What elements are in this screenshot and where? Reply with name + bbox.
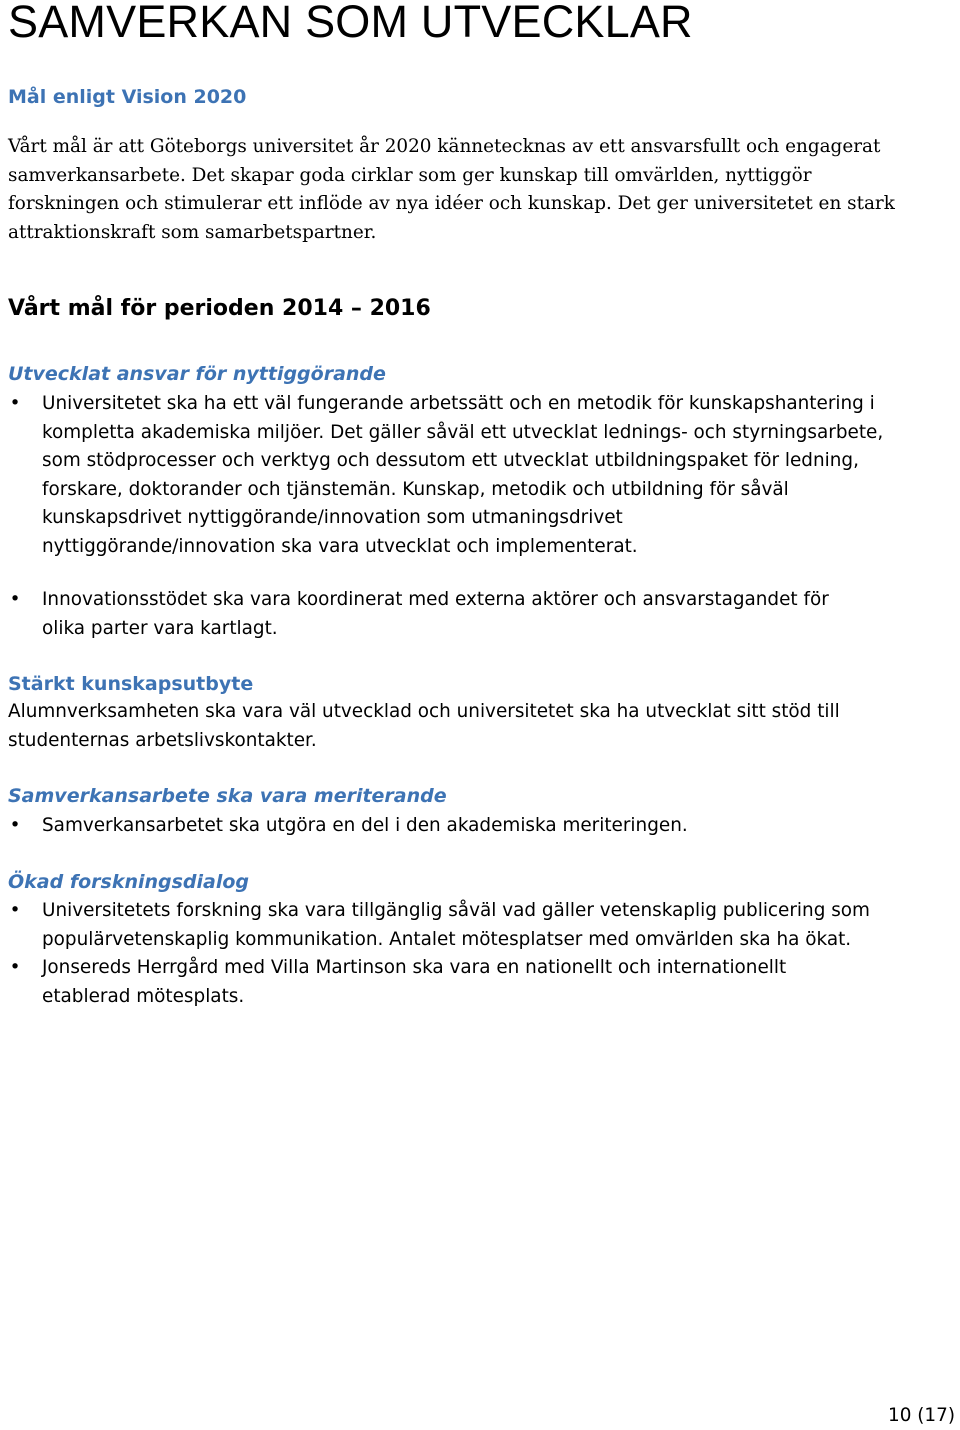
vision-line: forskningen och stimulerar ett inflöde av nya idéer och kunskap. Det ger universitetet en stark — [8, 193, 895, 214]
bullet-line: kunskapsdrivet nyttiggörande/innovation som utmaningsdrivet — [42, 507, 623, 528]
bullet-line: Innovationsstödet ska vara koordinerat med externa aktörer och ansvarstagandet för — [42, 589, 829, 610]
bullet-forskning-tillganglig — [8, 897, 958, 954]
section-heading-meriterande: Samverkansarbete ska vara meriterande — [8, 785, 447, 807]
period-heading: Vårt mål för perioden 2014 – 2016 — [8, 296, 431, 321]
bullet-icon: • — [9, 393, 21, 414]
bullet-kunskapshantering — [8, 390, 958, 561]
bullet-line: olika parter vara kartlagt. — [42, 617, 278, 639]
paragraph-line: studenternas arbetslivskontakter. — [8, 729, 317, 751]
bullet-meritering — [8, 812, 958, 841]
bullet-line: Universitetets forskning ska vara tillgänglig såväl vad gäller vetenskaplig publicering som — [42, 900, 870, 921]
bullet-icon: • — [9, 815, 21, 836]
bullet-icon: • — [9, 957, 21, 978]
bullet-line: etablerad mötesplats. — [42, 985, 245, 1007]
bullet-innovationsstod — [8, 586, 958, 643]
bullet-icon: • — [9, 900, 21, 921]
bullet-line: nyttiggörande/innovation ska vara utvecklat och implementerat. — [42, 535, 638, 557]
vision-paragraph — [8, 133, 960, 247]
vision-heading: Mål enligt Vision 2020 — [8, 86, 247, 108]
bullet-line: populärvetenskaplig kommunikation. Antalet mötesplatser med omvärlden ska ha ökat. — [42, 928, 852, 950]
vision-line: samverkansarbete. Det skapar goda cirklar som ger kunskap till omvärlden, nyttiggör — [8, 164, 812, 186]
kunskapsutbyte-paragraph — [8, 698, 958, 755]
bullet-jonsereds-herrgard — [8, 954, 958, 1011]
bullet-line: som stödprocesser och verktyg och dessutom ett utvecklat utbildningspaket för ledning, — [42, 450, 859, 471]
bullet-line: Samverkansarbetet ska utgöra en del i den akademiska meriteringen. — [42, 815, 688, 836]
bullet-line: Jonsereds Herrgård med Villa Martinson ska vara en nationellt och internationellt — [42, 957, 787, 978]
vision-line: Vårt mål är att Göteborgs universitet år 2020 kännetecknas av ett ansvarsfullt och engagerat — [8, 136, 881, 157]
page-number: 10 (17) — [888, 1405, 955, 1426]
section-heading-nyttiggorande: Utvecklat ansvar för nyttiggörande — [8, 363, 386, 385]
vision-line: attraktionskraft som samarbetspartner. — [8, 221, 377, 243]
section-heading-kunskapsutbyte: Stärkt kunskapsutbyte — [8, 673, 254, 695]
paragraph-line: Alumnverksamheten ska vara väl utvecklad och universitetet ska ha utvecklat sitt stöd till — [8, 701, 840, 722]
bullet-line: forskare, doktorander och tjänstemän. Kunskap, metodik och utbildning för såväl — [42, 478, 789, 500]
page-title: SAMVERKAN SOM UTVECKLAR — [8, 0, 693, 47]
bullet-line: Universitetet ska ha ett väl fungerande arbetssätt och en metodik för kunskapshantering i — [42, 393, 875, 414]
bullet-line: kompletta akademiska miljöer. Det gäller såväl ett utvecklat lednings- och styrningsarbete, — [42, 421, 884, 443]
section-heading-forskningsdialog: Ökad forskningsdialog — [8, 871, 250, 893]
bullet-icon: • — [9, 589, 21, 610]
